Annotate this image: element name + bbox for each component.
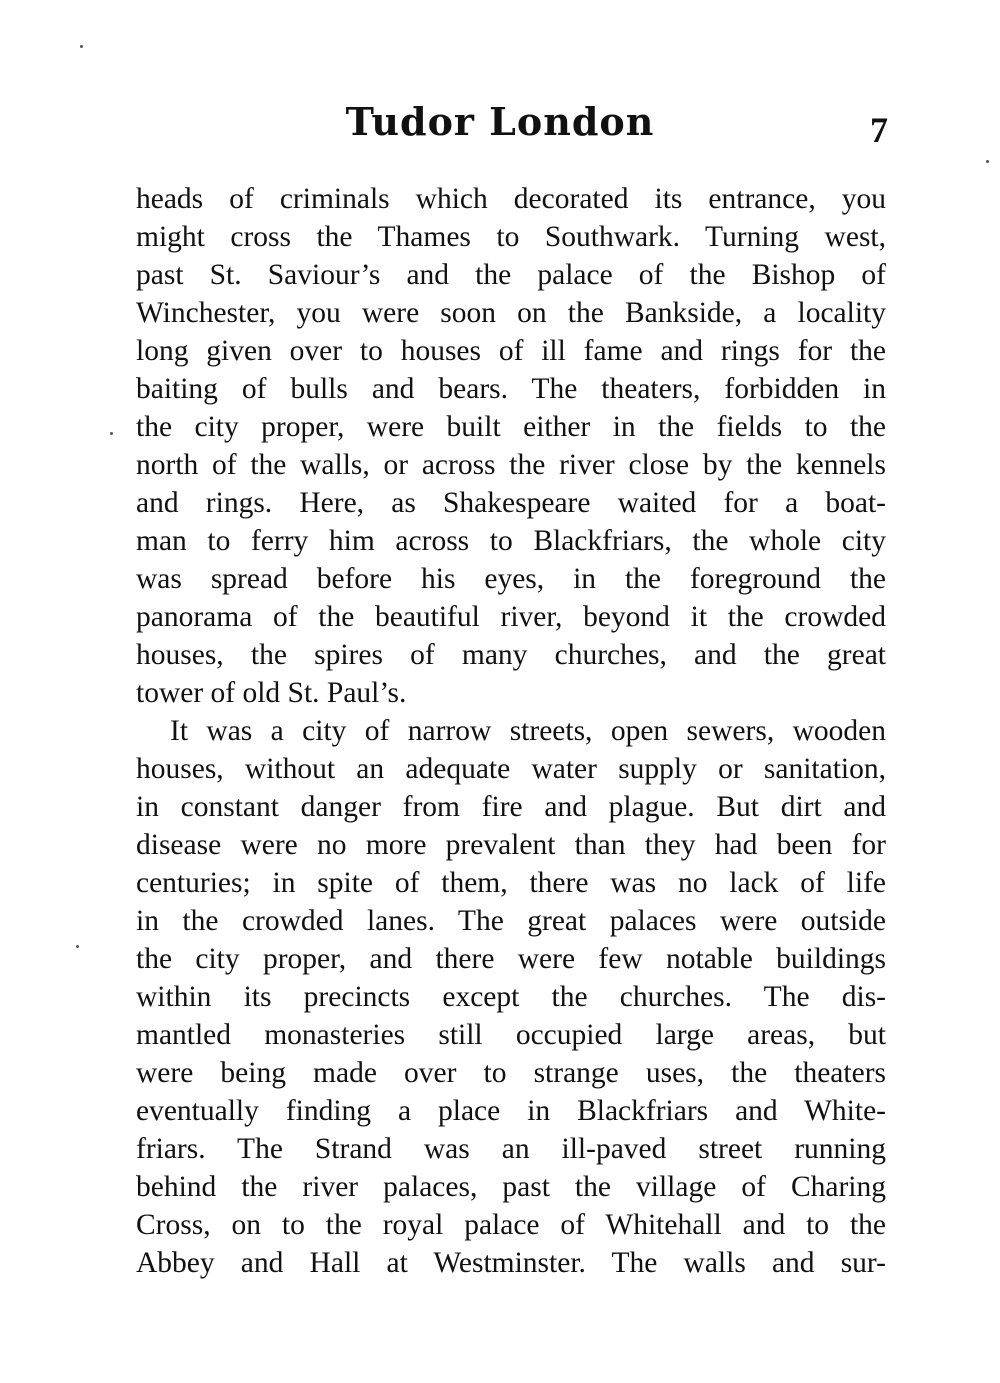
text-line: man to ferry him across to Blackfriars, the whole city [136, 525, 886, 557]
running-head [0, 92, 1000, 152]
text-line: friars. The Strand was an ill-paved street running [136, 1133, 886, 1165]
scan-speck [80, 45, 83, 48]
text-line: Cross, on to the royal palace of Whitehall and to the [136, 1209, 886, 1241]
page-number: 7 [870, 110, 888, 150]
text-line: the city proper, and there were few notable buildings [136, 943, 886, 975]
text-line: tower of old St. Paul’s. [136, 677, 407, 709]
text-line: mantled monasteries still occupied large areas, but [136, 1019, 886, 1051]
text-line: long given over to houses of ill fame and rings for the [136, 335, 886, 367]
text-line: heads of criminals which decorated its entrance, you [136, 183, 886, 215]
text-line: in the crowded lanes. The great palaces were outside [136, 905, 886, 937]
text-line: It was a city of narrow streets, open sewers, wooden [170, 715, 886, 747]
text-line: houses, without an adequate water supply or sanitation, [136, 753, 886, 785]
text-line: was spread before his eyes, in the foreground the [136, 563, 886, 595]
scan-speck [986, 160, 989, 163]
text-line: and rings. Here, as Shakespeare waited for a boat- [136, 487, 886, 519]
text-line: north of the walls, or across the river close by the kennels [136, 449, 886, 481]
scan-speck [110, 432, 113, 435]
text-line: centuries; in spite of them, there was no lack of life [136, 867, 886, 899]
text-line: disease were no more prevalent than they had been for [136, 829, 886, 861]
text-line: houses, the spires of many churches, and the great [136, 639, 886, 671]
body-text [136, 180, 886, 1282]
paragraph-2 [136, 712, 886, 1282]
text-line: past St. Saviour’s and the palace of the Bishop of [136, 259, 886, 291]
text-line: within its precincts except the churches. The dis- [136, 981, 886, 1013]
text-line: eventually finding a place in Blackfriars and White- [136, 1095, 886, 1127]
text-line: Winchester, you were soon on the Bankside, a locality [136, 297, 886, 329]
text-line: in constant danger from fire and plague. But dirt and [136, 791, 886, 823]
text-line: panorama of the beautiful river, beyond it the crowded [136, 601, 886, 633]
text-line: baiting of bulls and bears. The theaters, forbidden in [136, 373, 886, 405]
scan-speck [76, 945, 79, 948]
text-line: behind the river palaces, past the village of Charing [136, 1171, 886, 1203]
text-line: were being made over to strange uses, the theaters [136, 1057, 886, 1089]
text-line: might cross the Thames to Southwark. Turning west, [136, 221, 886, 253]
page-title: Tudor London [345, 99, 655, 144]
text-line: Abbey and Hall at Westminster. The walls and sur- [136, 1247, 886, 1279]
text-line: the city proper, were built either in the fields to the [136, 411, 886, 443]
paragraph-1 [136, 180, 886, 712]
